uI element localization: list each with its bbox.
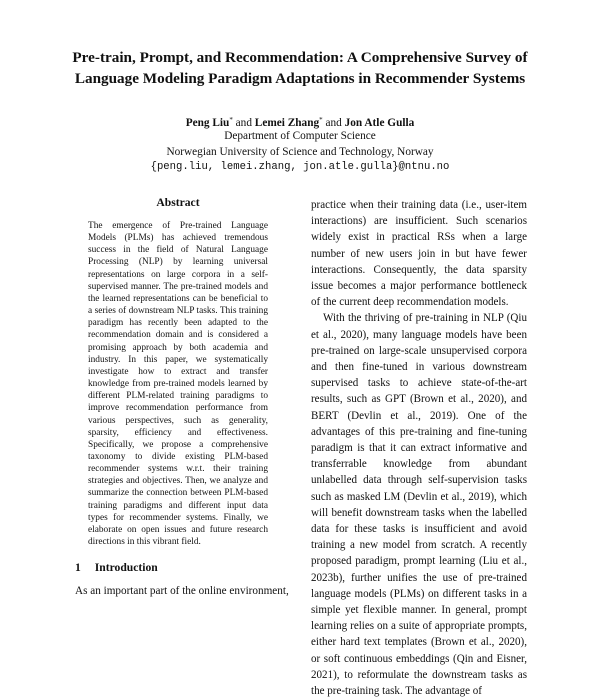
- title-line-2: Language Modeling Paradigm Adaptations in Recommender Systems: [74, 70, 526, 87]
- introduction-first-line: As an important part of the online environment,: [75, 585, 289, 597]
- author-name: Lemei Zhang: [254, 117, 320, 129]
- affiliation-university: Norwegian University of Science and Technology, Norway: [166, 146, 434, 158]
- equal-contribution-mark: *: [229, 116, 233, 124]
- section-title: Introduction: [94, 561, 158, 574]
- abstract-body: The emergence of Pre-trained Language Models (PLMs) has achieved tremendous success in the field of Natural Language Processing (NLP) by learning universal representations on large corpora in a self-supervised manner. The pre-trained models and the learned representations can be beneficial to a series of downstream NLP tasks. This training paradigm has recently been adapted to the recommendation domain and is considered a promising approach by both academia and industry. In this paper, we systematically investigate how to extract and transfer knowledge from pre-trained models learned by different PLM-related training paradigms to improve recommendation performance from various perspectives, such as generality, sparsity, efficiency and effectiveness. Specifically, we propose a comprehensive taxonomy to divide existing PLM-based recommender systems w.r.t. their training strategies and objectives. Then, we analyze and summarize the connection between PLM-based training paradigms and different input data types for recommender systems. Finally, we elaborate on open issues and future research directions in this vibrant field.: [88, 221, 268, 548]
- equal-contribution-mark: *: [319, 116, 323, 124]
- affiliation-department: Department of Computer Science: [224, 130, 376, 142]
- author-emails: {peng.liu, lemei.zhang, jon.atle.gulla}@ntnu.no: [150, 161, 450, 173]
- section-number: 1: [75, 561, 81, 574]
- author-separator: and: [232, 117, 255, 129]
- author-name: Peng Liu: [185, 117, 230, 129]
- section-heading-introduction: [75, 561, 158, 574]
- author-separator: and: [322, 117, 345, 129]
- author-name: Jon Atle Gulla: [344, 117, 415, 129]
- title-line-1: Pre-train, Prompt, and Recommendation: A Comprehensive Survey of: [72, 49, 528, 66]
- paragraph: practice when their training data (i.e., user-item interactions) are insufficient. Such scenarios widely exist in practical RSs when a large number of new users join in but have fewer interactions. Consequently, the data sparsity issue becomes a major performance bottleneck of the current deep recommendation models.: [311, 199, 527, 309]
- abstract-heading: Abstract: [156, 196, 200, 209]
- paper-title: [40, 47, 560, 89]
- paragraph: With the thriving of pre-training in NLP (Qiu et al., 2020), many language models have been pre-trained on large-scale unsupervised corpora and then fine-tuned in various downstream supervised tasks to achieve state-of-the-art results, such as GPT (Brown et al., 2020), and BERT (Devlin et al., 2019). One of the advantages of this pre-training and fine-tuning paradigm is that it can extract informative and transferrable knowledge from abundant unlabelled data through self-supervision tasks such as masked LM (Devlin et al., 2019), which will benefit downstream tasks when the labelled data for these tasks is insufficient and avoid training a new model from scratch. A recently proposed paradigm, prompt learning (Liu et al., 2023b), further unifies the use of pre-trained language models (PLMs) on different tasks in a simple yet flexible manner. In general, prompt learning relies on a suite of appropriate prompts, either hard text templates (Brown et al., 2020), or soft continuous embeddings (Qin and Eisner, 2021), to reformulate the downstream tasks as the pre-training task. The advantage of: [311, 312, 527, 698]
- right-column-text: [311, 197, 527, 698]
